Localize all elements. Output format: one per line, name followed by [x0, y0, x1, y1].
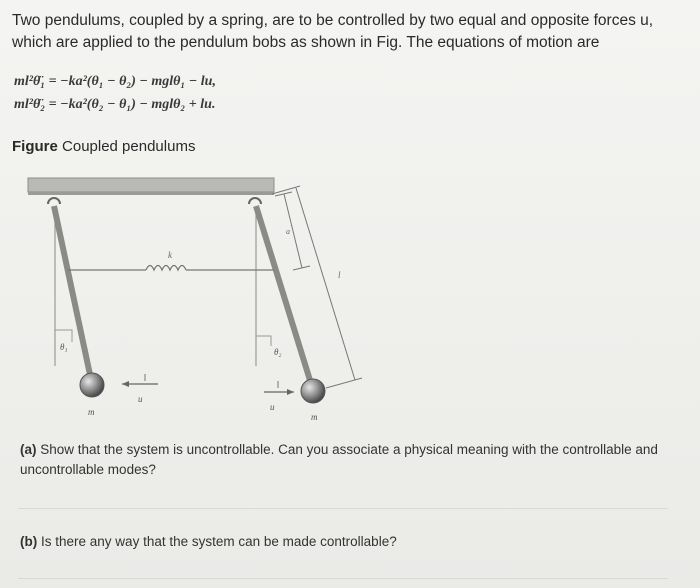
pivot-right — [249, 198, 261, 204]
problem-intro: Two pendulums, coupled by a spring, are to be controlled by two equal and opposite forces u, which are applied to the pendulum bobs as shown in Fig. The equations of motion are — [12, 12, 654, 51]
right-angle-right — [256, 336, 271, 346]
bob-left — [80, 373, 104, 397]
dimension-l-label: l — [338, 270, 341, 280]
dimension-l-tick-bottom — [326, 378, 362, 388]
figure-label: Figure — [12, 138, 58, 155]
question-b-text: Is there any way that the system can be made controllable? — [41, 534, 397, 549]
force-arrowhead-right — [287, 389, 294, 395]
equation-2: ml²θ̈₂ = −ka²(θ₂ − θ₁) − mglθ₂ + lu. — [14, 97, 216, 112]
mass-label-left: m — [88, 407, 95, 417]
question-a-label: (a) — [20, 442, 37, 457]
mass-label-right: m — [311, 412, 318, 422]
dimension-l-tick-top — [272, 186, 300, 194]
angle-label-2: θ₂ — [274, 347, 282, 357]
ceiling-beam-shadow — [28, 192, 274, 195]
ceiling-beam — [28, 178, 274, 192]
question-b-label: (b) — [20, 534, 38, 549]
rod-left — [54, 206, 92, 384]
force-arrowhead-left — [122, 381, 129, 387]
dimension-l-line — [296, 188, 355, 380]
figure-caption — [12, 138, 195, 155]
force-label-right: u — [270, 402, 275, 412]
question-b — [20, 534, 397, 549]
spring-label: k — [168, 250, 172, 260]
force-label-left: u — [138, 394, 143, 404]
right-angle-left — [55, 330, 72, 342]
spring-coil — [146, 266, 186, 271]
rod-right — [256, 206, 313, 390]
coupled-pendulums-figure — [0, 170, 700, 430]
equation-1: ml²θ̈₁ = −ka²(θ₁ − θ₂) − mglθ₁ − lu, — [14, 74, 216, 89]
angle-label-1: θ₁ — [60, 342, 68, 352]
dimension-a-label: a — [286, 227, 290, 236]
question-a-text: Show that the system is uncontrollable. Can you associate a physical meaning with the controllable and uncontrollable modes? — [20, 442, 658, 477]
pivot-left — [48, 198, 60, 204]
divider-line — [18, 508, 668, 509]
bob-right — [301, 379, 325, 403]
question-a — [20, 440, 660, 480]
bottom-divider-line — [18, 578, 668, 579]
figure-caption-text: Coupled pendulums — [62, 138, 196, 155]
